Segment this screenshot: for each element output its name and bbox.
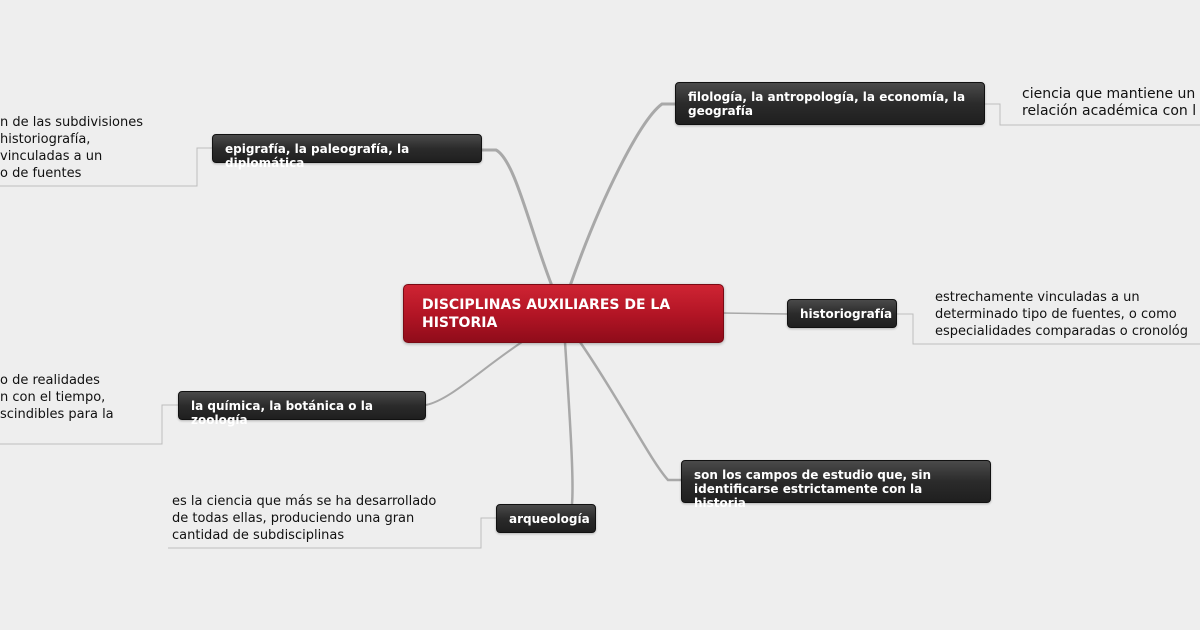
- note-line: n de las subdivisiones: [0, 115, 144, 130]
- topic-campos[interactable]: [681, 460, 991, 510]
- note-filologia: [1022, 86, 1196, 120]
- note-line: determinado tipo de fuentes, o como: [935, 307, 1177, 322]
- note-line: o de fuentes: [0, 166, 82, 181]
- connector-quimica: [426, 342, 522, 405]
- topic-epigrafia-label: epigrafía, la paleografía, la diplomática: [225, 142, 410, 170]
- topic-campos-label: son los campos de estudio que, sin identificarse estrictamente con la historia: [694, 468, 932, 510]
- note-arqueologia: [172, 493, 436, 544]
- topic-filologia-label: filología, la antropología, la economía, la geografía: [688, 90, 966, 118]
- topic-filologia[interactable]: [675, 82, 985, 125]
- connector-historiografia: [722, 313, 788, 314]
- topic-historiografia[interactable]: [787, 299, 897, 328]
- note-line: o de realidades: [0, 373, 100, 388]
- connector-filologia: [570, 104, 676, 286]
- note-line: vinculadas a un: [0, 149, 103, 164]
- note-epigrafia: [0, 114, 143, 182]
- note-line: cantidad de subdisciplinas: [172, 528, 345, 543]
- central-topic-label: DISCIPLINAS AUXILIARES DE LA HISTORIA: [422, 297, 671, 331]
- note-line: es la ciencia que más se ha desarrollado: [172, 494, 437, 509]
- topic-arqueologia-label: arqueología: [509, 512, 590, 526]
- topic-historiografia-label: historiografía: [800, 307, 893, 321]
- note-quimica: [0, 372, 114, 423]
- note-line: estrechamente vinculadas a un: [935, 290, 1140, 305]
- note-line: scindibles para la: [0, 407, 114, 422]
- connector-arqueologia: [565, 342, 573, 504]
- note-line: n con el tiempo,: [0, 390, 106, 405]
- topic-arqueologia[interactable]: [496, 504, 596, 533]
- note-line: historiografía,: [0, 132, 91, 147]
- connector-campos: [580, 342, 682, 480]
- connector-epigrafia: [482, 150, 552, 286]
- note-line: ciencia que mantiene un: [1022, 86, 1196, 102]
- note-line: relación académica con l: [1022, 103, 1197, 119]
- topic-quimica[interactable]: [178, 391, 426, 427]
- topic-quimica-label: la química, la botánica o la zoología: [191, 399, 373, 427]
- topic-epigrafia[interactable]: [212, 134, 482, 170]
- note-historiografia: [935, 289, 1188, 340]
- note-line: de todas ellas, produciendo una gran: [172, 511, 415, 526]
- central-topic[interactable]: [403, 284, 724, 343]
- note-line: especialidades comparadas o cronológ: [935, 324, 1189, 339]
